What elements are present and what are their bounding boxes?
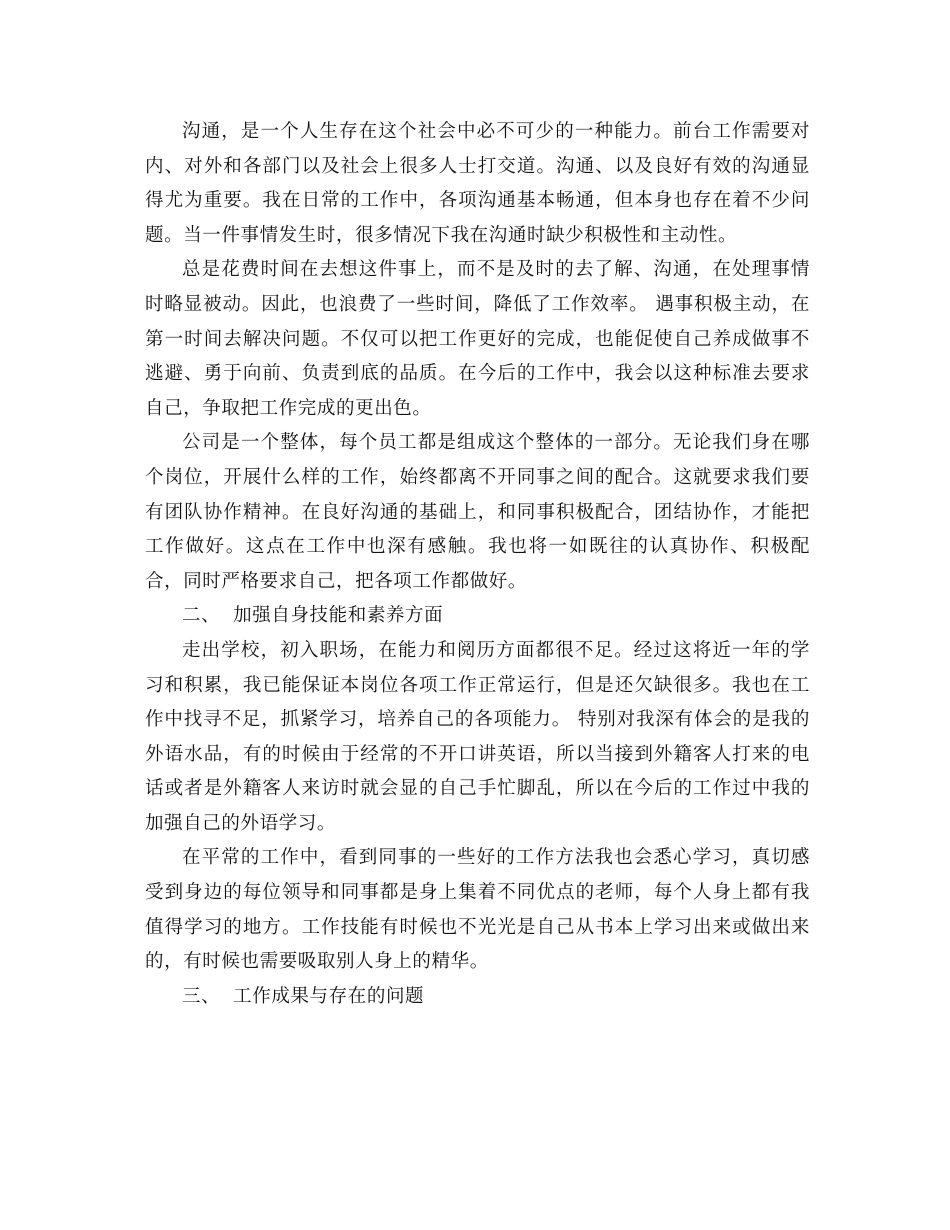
paragraph-communication: 沟通，是一个人生存在这个社会中必不可少的一种能力。前台工作需要对内、对外和各部门以及社会上很多人士打交道。沟通、以及良好有效的沟通显得尤为重要。我在日常的工作中，各项沟通基本畅通，但本身也存在着不少问题。当一件事情发生时，很多情况下我在沟通时缺少积极性和主动性。 xyxy=(145,121,810,246)
document-body xyxy=(145,115,810,1014)
section-heading-skills: 二、 加强自身技能和素养方面 xyxy=(182,605,444,627)
paragraph-learning: 走出学校，初入职场，在能力和阅历方面都很不足。经过这将近一年的学习和积累，我已能保证本岗位各项工作正常运行，但是还欠缺很多。我也在工作中找寻不足，抓紧学习，培养自己的各项能力。 特别对我深有体会的是我的外语水品，有的时候由于经常的不开口讲英语，所以当接到外籍客人打来的电话或者是外籍客人来访时就会显的自己手忙脚乱，所以在今后的工作过中我的加强自己的外语学习。 xyxy=(145,639,810,834)
section-heading-results: 三、 工作成果与存在的问题 xyxy=(182,985,425,1007)
paragraph-teamwork: 公司是一个整体，每个员工都是组成这个整体的一部分。无论我们身在哪个岗位，开展什么样的工作，始终都离不开同事之间的配合。这就要求我们要有团队协作精神。在良好沟通的基础上，和同事积极配合，团结协作，才能把工作做好。这点在工作中也深有感触。我也将一如既往的认真协作、积极配合，同时严格要求自己，把各项工作都做好。 xyxy=(145,432,810,592)
paragraph-initiative: 总是花费时间在去想这件事上，而不是及时的去了解、沟通，在处理事情时略显被动。因此，也浪费了一些时间，降低了工作效率。 遇事积极主动，在第一时间去解决问题。不仅可以把工作更好的完成，也能促使自己养成做事不逃避、勇于向前、负责到底的品质。在今后的工作中，我会以这种标准去要求自己，争取把工作完成的更出色。 xyxy=(145,259,810,419)
paragraph-colleagues: 在平常的工作中，看到同事的一些好的工作方法我也会悉心学习，真切感受到身边的每位领导和同事都是身上集着不同优点的老师，每个人身上都有我值得学习的地方。工作技能有时候也不光光是自己从书本上学习出来或做出来的，有时候也需要吸取别人身上的精华。 xyxy=(145,847,810,973)
